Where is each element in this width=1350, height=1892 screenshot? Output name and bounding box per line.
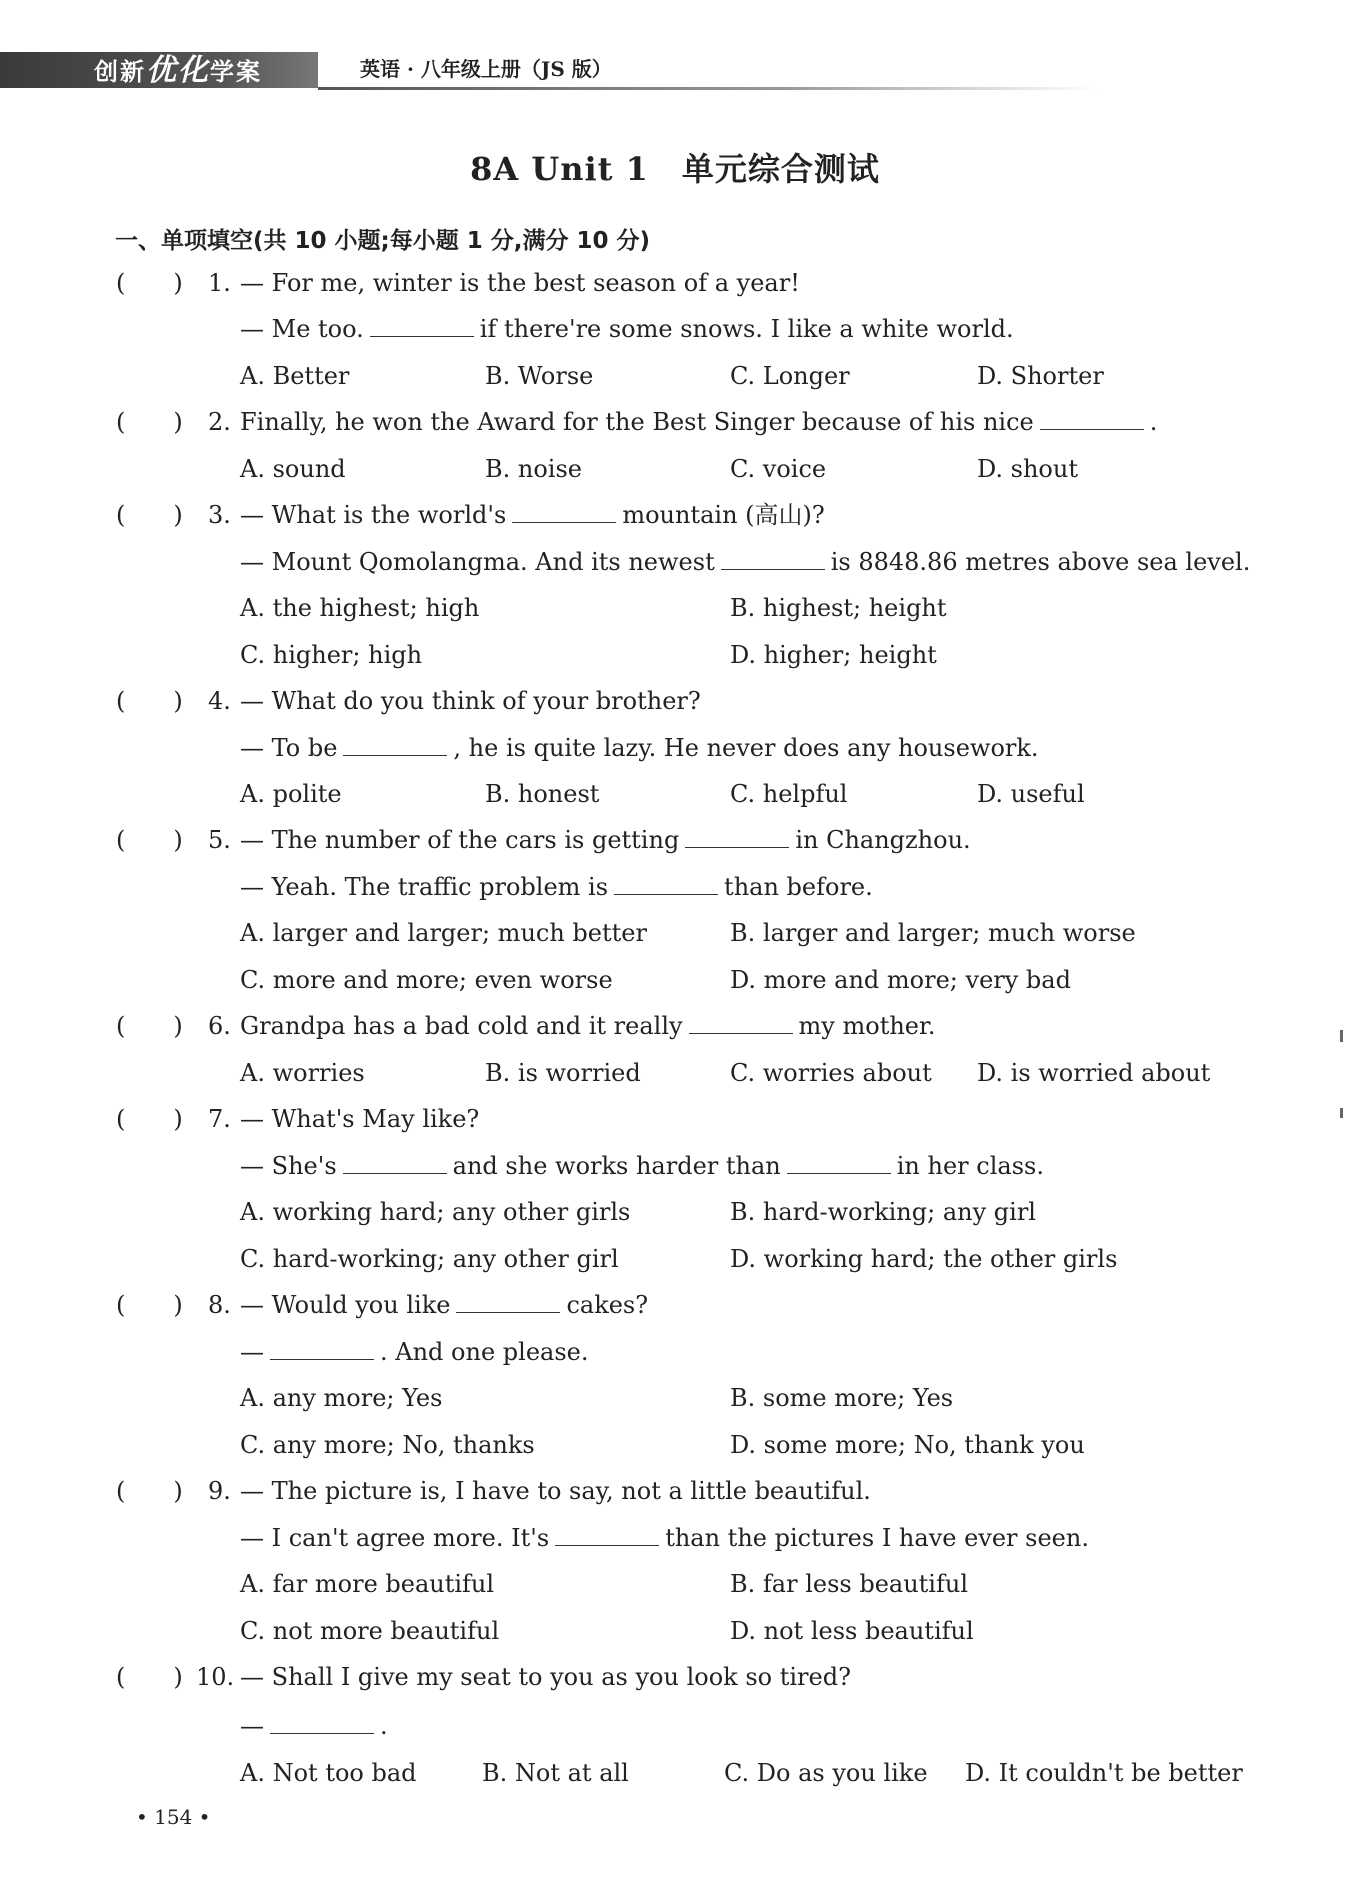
question-line: — Shall I give my seat to you as you look so tired? xyxy=(240,1663,851,1691)
section-heading: 一、单项填空(共 10 小题;每小题 1 分,满分 10 分) xyxy=(115,228,651,254)
option-b: B. Not at all xyxy=(482,1759,629,1787)
question-line: — Mount Qomolangma. And its newest is 8848.86 metres above sea level. xyxy=(240,548,1251,576)
question-line: — I can't agree more. It's than the pictures I have ever seen. xyxy=(240,1524,1089,1552)
option-a: A. Better xyxy=(240,362,350,390)
option-b: B. hard-working; any girl xyxy=(730,1198,1036,1226)
option-d: D. useful xyxy=(977,780,1085,808)
answer-blank xyxy=(512,500,616,523)
brand-logo xyxy=(94,54,262,88)
option-a: A. the highest; high xyxy=(240,594,480,622)
option-c: C. not more beautiful xyxy=(240,1617,500,1645)
header-subject: 英语 · 八年级上册（JS 版） xyxy=(360,57,612,81)
answer-blank xyxy=(343,733,447,756)
option-c: C. Longer xyxy=(730,362,850,390)
option-c: C. any more; No, thanks xyxy=(240,1431,535,1459)
option-c: C. worries about xyxy=(730,1059,932,1087)
question-line: — The picture is, I have to say, not a little beautiful. xyxy=(240,1477,871,1505)
answer-bracket[interactable]: ( ) xyxy=(116,408,183,436)
page-title: 8A Unit 1 单元综合测试 xyxy=(470,150,880,188)
option-c: C. higher; high xyxy=(240,641,423,669)
answer-blank xyxy=(787,1151,891,1174)
question-line: — Would you like cakes? xyxy=(240,1291,649,1319)
question-line: — To be , he is quite lazy. He never does any housework. xyxy=(240,734,1039,762)
question-line: — She's and she works harder than in her class. xyxy=(240,1152,1044,1180)
option-a: A. far more beautiful xyxy=(240,1570,495,1598)
option-d: D. Shorter xyxy=(977,362,1104,390)
option-c: C. hard-working; any other girl xyxy=(240,1245,619,1273)
option-d: D. not less beautiful xyxy=(730,1617,974,1645)
option-d: D. shout xyxy=(977,455,1078,483)
option-a: A. working hard; any other girls xyxy=(240,1198,631,1226)
question-line: — Me too. if there're some snows. I like a white world. xyxy=(240,315,1014,343)
option-c: C. more and more; even worse xyxy=(240,966,613,994)
answer-bracket[interactable]: ( ) xyxy=(116,826,183,854)
question-line: — . xyxy=(240,1712,388,1740)
question-line: — Yeah. The traffic problem is than before. xyxy=(240,873,873,901)
option-c: C. Do as you like xyxy=(724,1759,928,1787)
option-b: B. honest xyxy=(485,780,600,808)
option-d: D. working hard; the other girls xyxy=(730,1245,1118,1273)
answer-blank xyxy=(555,1523,659,1546)
answer-bracket[interactable]: ( ) xyxy=(116,501,183,529)
option-c: C. helpful xyxy=(730,780,848,808)
option-b: B. far less beautiful xyxy=(730,1570,968,1598)
question-number: 8. xyxy=(208,1291,231,1319)
option-b: B. highest; height xyxy=(730,594,947,622)
question-number: 6. xyxy=(208,1012,231,1040)
question-line: — What is the world's mountain (高山)? xyxy=(240,501,825,529)
answer-blank xyxy=(456,1290,560,1313)
option-b: B. noise xyxy=(485,455,582,483)
question-number: 3. xyxy=(208,501,231,529)
option-c: C. voice xyxy=(730,455,827,483)
question-line: Finally, he won the Award for the Best Singer because of his nice . xyxy=(240,408,1158,436)
option-a: A. Not too bad xyxy=(240,1759,417,1787)
answer-bracket[interactable]: ( ) xyxy=(116,1477,183,1505)
answer-blank xyxy=(270,1337,374,1360)
option-a: A. sound xyxy=(240,455,346,483)
question-number: 9. xyxy=(208,1477,231,1505)
option-a: A. polite xyxy=(240,780,342,808)
answer-bracket[interactable]: ( ) xyxy=(116,1012,183,1040)
answer-bracket[interactable]: ( ) xyxy=(116,1291,183,1319)
option-d: D. some more; No, thank you xyxy=(730,1431,1085,1459)
option-b: B. is worried xyxy=(485,1059,641,1087)
option-a: A. larger and larger; much better xyxy=(240,919,647,947)
scan-edge-mark xyxy=(1340,1108,1343,1118)
option-b: B. some more; Yes xyxy=(730,1384,954,1412)
question-number: 4. xyxy=(208,687,231,715)
question-line: — What's May like? xyxy=(240,1105,480,1133)
answer-bracket[interactable]: ( ) xyxy=(116,1105,183,1133)
brand-suffix: 学案 xyxy=(210,58,262,86)
question-number: 1. xyxy=(208,269,231,297)
answer-blank xyxy=(343,1151,447,1174)
answer-blank xyxy=(270,1711,374,1734)
answer-blank xyxy=(689,1011,793,1034)
question-number: 10. xyxy=(196,1663,235,1691)
answer-bracket[interactable]: ( ) xyxy=(116,269,183,297)
option-a: A. any more; Yes xyxy=(240,1384,443,1412)
answer-blank xyxy=(614,872,718,895)
scan-edge-mark xyxy=(1340,1030,1343,1042)
answer-blank xyxy=(370,314,474,337)
answer-blank xyxy=(721,547,825,570)
question-line: — . And one please. xyxy=(240,1338,589,1366)
brand-mid: 优化 xyxy=(146,53,210,88)
question-line: — For me, winter is the best season of a year! xyxy=(240,269,800,297)
answer-bracket[interactable]: ( ) xyxy=(116,687,183,715)
option-a: A. worries xyxy=(240,1059,365,1087)
option-b: B. larger and larger; much worse xyxy=(730,919,1136,947)
question-number: 2. xyxy=(208,408,231,436)
option-d: D. is worried about xyxy=(977,1059,1211,1087)
question-line: Grandpa has a bad cold and it really my mother. xyxy=(240,1012,936,1040)
page-number: • 154 • xyxy=(136,1805,211,1829)
option-d: D. It couldn't be better xyxy=(965,1759,1243,1787)
question-line: — What do you think of your brother? xyxy=(240,687,701,715)
option-d: D. more and more; very bad xyxy=(730,966,1071,994)
option-d: D. higher; height xyxy=(730,641,937,669)
header-rule xyxy=(318,87,1098,90)
answer-blank xyxy=(1040,407,1144,430)
option-b: B. Worse xyxy=(485,362,594,390)
brand-prefix: 创新 xyxy=(94,58,146,86)
question-number: 5. xyxy=(208,826,231,854)
question-line: — The number of the cars is getting in Changzhou. xyxy=(240,826,971,854)
question-number: 7. xyxy=(208,1105,231,1133)
answer-bracket[interactable]: ( ) xyxy=(116,1663,183,1691)
answer-blank xyxy=(685,825,789,848)
